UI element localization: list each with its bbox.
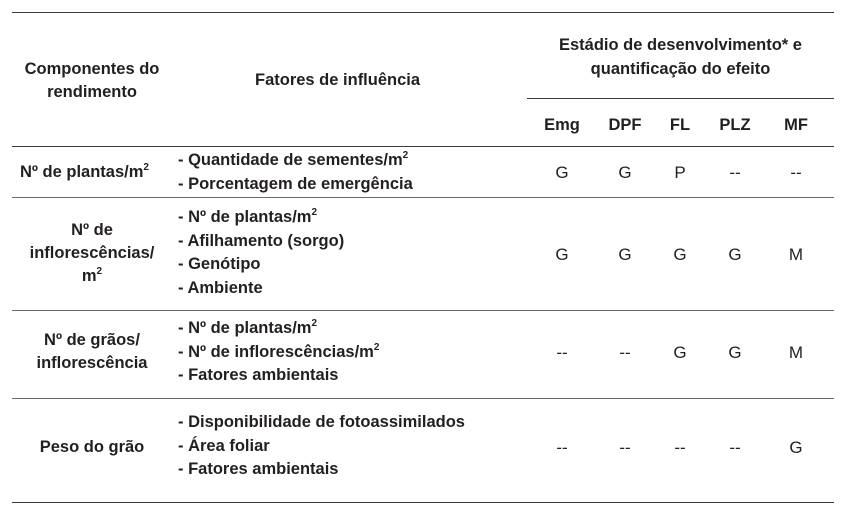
header-factors: Fatores de influência: [255, 71, 421, 89]
factor-item: - Genótipo: [178, 255, 261, 273]
row-component-line: Nº de grãos/: [44, 331, 140, 349]
factor-item: - Nº de inflorescências/$m^2$: [178, 341, 380, 361]
factor-item: - Fatores ambientais: [178, 460, 339, 478]
header-stage-line1: Estádio de desenvolvimento* e: [559, 36, 802, 54]
row-component: [12, 219, 172, 288]
row-component: [12, 436, 172, 459]
value-emg: --: [556, 438, 568, 457]
row-component: [12, 329, 172, 375]
row-component-line: Nº de plantas/$m^2$: [20, 162, 149, 181]
stage-emg: Emg: [544, 116, 580, 134]
value-mf: M: [788, 245, 804, 264]
value-plz: G: [728, 343, 742, 362]
factor-item: - Área foliar: [178, 436, 270, 455]
value-plz: G: [728, 245, 742, 264]
header-stage-line2: quantificação do efeito: [590, 60, 771, 78]
value-dpf: G: [618, 245, 632, 264]
factor-item: - Nº de plantas/$m^2$: [178, 207, 318, 226]
value-mf: --: [790, 163, 802, 182]
value-fl: G: [673, 343, 687, 362]
header-components-text: Componentes do rendimento: [24, 60, 160, 101]
value-mf: M: [788, 343, 804, 362]
factor-item: - Quantidade de sementes/$m^2$: [178, 150, 409, 169]
stage-fl: FL: [669, 116, 691, 134]
stage-plz: PLZ: [719, 116, 751, 134]
factor-item: - Fatores ambientais: [178, 366, 339, 384]
value-emg: G: [555, 245, 569, 264]
factor-item: - Ambiente: [178, 278, 263, 297]
value-dpf: --: [619, 343, 631, 362]
row-component-line: inflorescências/: [29, 244, 155, 262]
value-fl: P: [674, 163, 686, 182]
factor-item: - Afilhamento (sorgo): [178, 231, 345, 250]
row-component-line: Nº de: [71, 221, 113, 239]
value-emg: --: [556, 343, 568, 362]
factor-item: - Disponibilidade de fotoassimilados: [178, 413, 465, 431]
value-dpf: G: [618, 163, 632, 182]
factor-item: - Nº de plantas/$m^2$: [178, 318, 318, 337]
row-factors: [178, 411, 465, 482]
value-plz: --: [729, 163, 741, 182]
bottom-rule: [12, 502, 834, 503]
row-component-line: inflorescência: [36, 354, 148, 372]
row-component: [20, 161, 149, 184]
row-component-line: $m^2$: [81, 266, 103, 285]
stage-subheader-rule: [527, 98, 834, 99]
row-divider: [12, 398, 834, 399]
value-fl: G: [673, 245, 687, 264]
value-plz: --: [729, 438, 741, 457]
row-factors: [178, 149, 413, 196]
top-rule: [12, 12, 834, 13]
value-fl: --: [674, 438, 686, 457]
header-bottom-rule: [12, 146, 834, 147]
row-divider: [12, 197, 834, 198]
factor-item: - Porcentagem de emergência: [178, 174, 413, 193]
row-factors: [178, 206, 344, 300]
value-dpf: --: [619, 438, 631, 457]
value-emg: G: [555, 163, 569, 182]
stage-mf: MF: [784, 116, 808, 134]
row-component-line: Peso do grão: [39, 438, 145, 456]
value-mf: G: [789, 438, 803, 457]
row-factors: [178, 317, 379, 388]
stage-dpf: DPF: [608, 116, 642, 134]
header-components: [12, 58, 172, 104]
row-divider: [12, 310, 834, 311]
